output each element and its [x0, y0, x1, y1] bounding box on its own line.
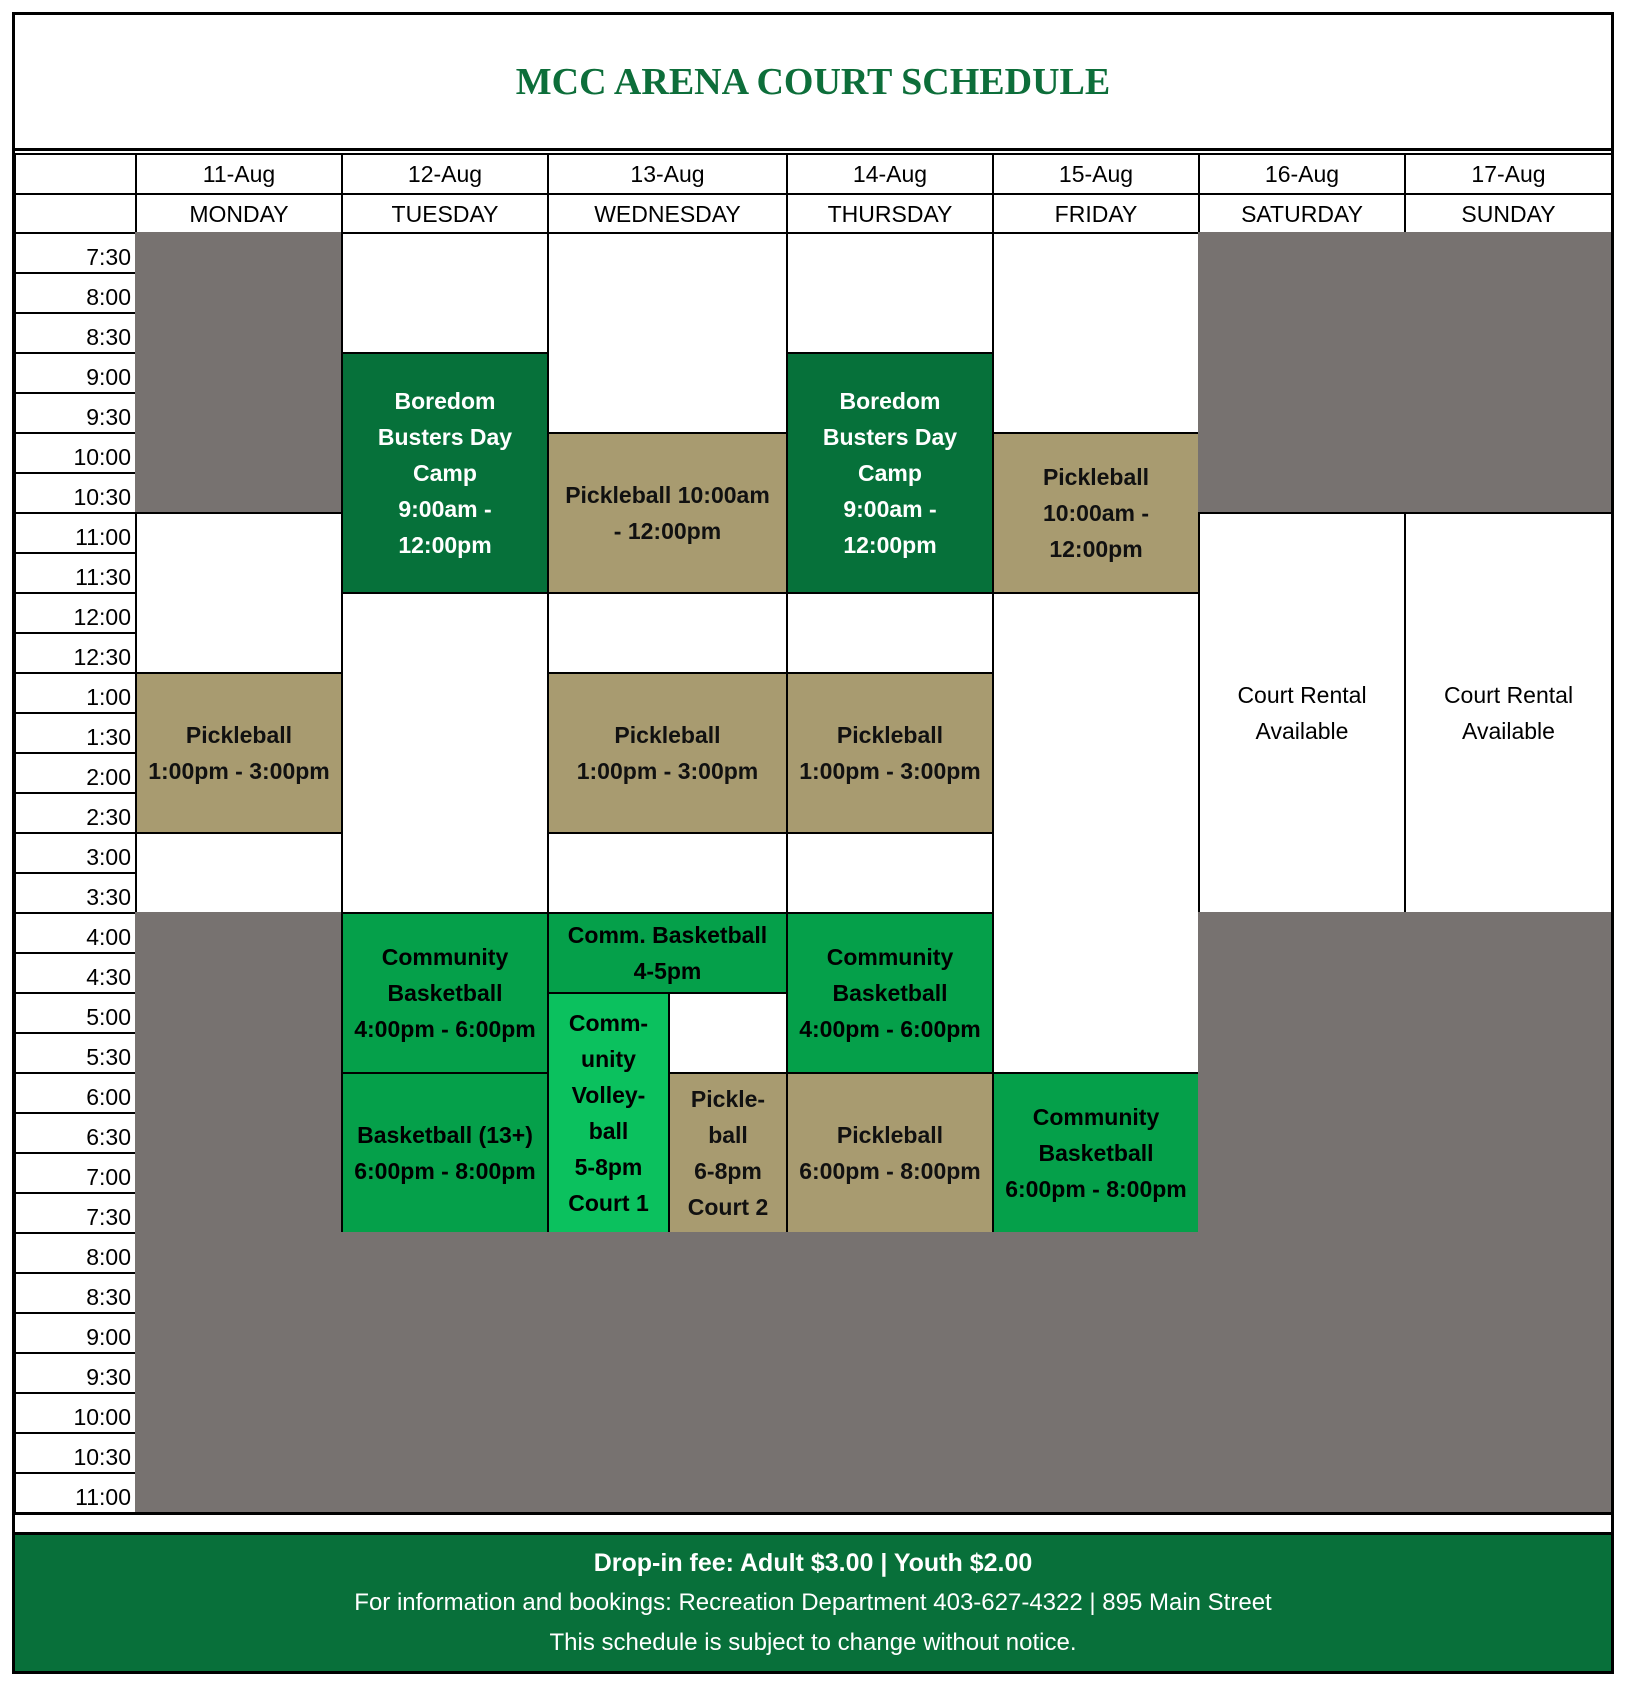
- time-slot-label: 3:00: [14, 832, 137, 874]
- event-block: [668, 1072, 788, 1234]
- event-block: [547, 992, 670, 1234]
- booking-info: For information and bookings: Recreation Department 403-627-4322 | 895 Main Street: [354, 1589, 1272, 1616]
- event-block: [135, 672, 343, 834]
- time-slot-label: 9:30: [14, 392, 137, 434]
- event-line: 12:00pm: [1049, 536, 1143, 562]
- event-text: [568, 1005, 649, 1221]
- open-slot: [992, 232, 1200, 434]
- event-line: Basketball: [1038, 1140, 1154, 1166]
- unavailable-block: [1404, 912, 1611, 1512]
- time-slot-label: 7:30: [14, 1192, 137, 1234]
- event-line: Community: [1032, 1104, 1160, 1130]
- event-line: Pickleball: [836, 722, 944, 748]
- event-line: Pickle-: [690, 1086, 766, 1112]
- time-slot-label: 1:30: [14, 712, 137, 754]
- event-line: 1:00pm - 3:00pm: [148, 758, 330, 784]
- time-slot-label: 8:30: [14, 312, 137, 354]
- event-line: Court Rental: [1443, 682, 1574, 708]
- time-slot-label: 10:00: [14, 432, 137, 474]
- event-text: [1005, 1099, 1187, 1207]
- event-line: Busters Day: [377, 424, 513, 450]
- time-slot-label: 9:00: [14, 352, 137, 394]
- grid-bottom-border: [12, 1512, 1614, 1515]
- event-line: 9:00am -: [843, 496, 937, 522]
- event-line: 9:00am -: [398, 496, 492, 522]
- event-text: [688, 1081, 769, 1225]
- day-date-header: 12-Aug: [341, 153, 549, 195]
- open-slot: [547, 232, 788, 434]
- event-block: [341, 352, 549, 594]
- event-line: ball: [708, 1122, 748, 1148]
- day-name-header: WEDNESDAY: [547, 193, 788, 235]
- event-line: 10:00am -: [1042, 500, 1150, 526]
- header-corner-date: [14, 153, 137, 195]
- event-line: 6:00pm - 8:00pm: [1005, 1176, 1187, 1202]
- day-date-header: 15-Aug: [992, 153, 1200, 195]
- page-title: MCC ARENA COURT SCHEDULE: [515, 60, 1111, 103]
- time-slot-label: 1:00: [14, 672, 137, 714]
- time-slot-label: 5:30: [14, 1032, 137, 1074]
- time-slot-label: 12:30: [14, 632, 137, 674]
- time-slot-label: 7:30: [14, 232, 137, 274]
- event-line: Court Rental: [1237, 682, 1367, 708]
- event-line: Pickleball 10:00am: [565, 482, 770, 508]
- open-slot: [135, 832, 343, 914]
- time-slot-label: 2:30: [14, 792, 137, 834]
- event-line: 1:00pm - 3:00pm: [576, 758, 759, 784]
- event-line: Comm-: [568, 1010, 649, 1036]
- event-line: Busters Day: [822, 424, 958, 450]
- open-slot: [786, 592, 994, 674]
- open-slot: [547, 592, 788, 674]
- event-line: 6-8pm: [694, 1158, 762, 1184]
- event-text: [1043, 459, 1149, 567]
- day-name-header: SATURDAY: [1198, 193, 1406, 235]
- event-block: [992, 1072, 1200, 1234]
- time-slot-label: 10:00: [14, 1392, 137, 1434]
- court-rental-block: [1198, 512, 1406, 914]
- event-line: Community: [381, 944, 509, 970]
- open-slot: [786, 832, 994, 914]
- event-text: [148, 717, 330, 789]
- event-text: [354, 939, 536, 1047]
- event-line: 1:00pm - 3:00pm: [799, 758, 981, 784]
- event-text: [1237, 677, 1366, 749]
- event-line: 5-8pm: [574, 1154, 643, 1180]
- event-line: Camp: [413, 460, 477, 486]
- event-line: Pickleball: [614, 722, 721, 748]
- time-slot-label: 7:00: [14, 1152, 137, 1194]
- time-slot-label: 9:30: [14, 1352, 137, 1394]
- event-text: [577, 717, 759, 789]
- day-date-header: 11-Aug: [135, 153, 343, 195]
- event-block: [547, 432, 788, 594]
- event-line: Basketball: [387, 980, 503, 1006]
- open-slot: [547, 832, 788, 914]
- day-date-header: 17-Aug: [1404, 153, 1613, 195]
- event-line: 4:00pm - 6:00pm: [799, 1016, 981, 1042]
- time-slot-label: 6:00: [14, 1072, 137, 1114]
- event-line: 6:00pm - 8:00pm: [799, 1158, 981, 1184]
- event-text: [823, 383, 957, 563]
- time-slot-label: 4:30: [14, 952, 137, 994]
- day-date-header: 13-Aug: [547, 153, 788, 195]
- event-line: Boredom: [839, 388, 941, 414]
- change-notice: This schedule is subject to change without notice.: [549, 1629, 1077, 1656]
- event-text: [799, 939, 981, 1047]
- unavailable-block: [992, 1232, 1198, 1512]
- event-line: Court 1: [568, 1190, 649, 1216]
- event-line: Pickleball: [185, 722, 293, 748]
- event-line: Basketball: [832, 980, 948, 1006]
- event-block: [786, 352, 994, 594]
- event-text: [568, 917, 767, 989]
- time-slot-label: 4:00: [14, 912, 137, 954]
- unavailable-block: [1198, 232, 1404, 512]
- event-text: [799, 717, 981, 789]
- event-line: 6:00pm - 8:00pm: [354, 1158, 536, 1184]
- open-slot: [786, 232, 994, 354]
- court-rental-block: [1404, 512, 1613, 914]
- event-line: Available: [1255, 718, 1349, 744]
- time-slot-label: 11:30: [14, 552, 137, 594]
- footer-banner: [15, 1535, 1611, 1671]
- event-line: 4-5pm: [633, 958, 702, 984]
- event-block: [786, 1072, 994, 1234]
- open-slot: [341, 232, 549, 354]
- event-block: [786, 912, 994, 1074]
- day-date-header: 14-Aug: [786, 153, 994, 195]
- time-slot-label: 10:30: [14, 1432, 137, 1474]
- event-text: [1444, 677, 1573, 749]
- event-line: Basketball (13+): [357, 1122, 533, 1148]
- event-line: unity: [581, 1046, 636, 1072]
- day-name-header: MONDAY: [135, 193, 343, 235]
- event-line: Pickleball: [836, 1122, 944, 1148]
- open-slot: [341, 592, 549, 914]
- time-slot-label: 6:30: [14, 1112, 137, 1154]
- event-line: Pickleball: [1042, 464, 1150, 490]
- event-line: 4:00pm - 6:00pm: [354, 1016, 536, 1042]
- event-text: [378, 383, 512, 563]
- time-slot-label: 2:00: [14, 752, 137, 794]
- title-divider: [12, 148, 1614, 151]
- unavailable-block: [135, 232, 341, 512]
- time-slot-label: 10:30: [14, 472, 137, 514]
- drop-in-fee: Drop-in fee: Adult $3.00 | Youth $2.00: [593, 1549, 1033, 1577]
- event-line: Volley-: [571, 1082, 646, 1108]
- event-block: [992, 432, 1200, 594]
- event-line: Camp: [858, 460, 922, 486]
- time-slot-label: 11:00: [14, 512, 137, 554]
- day-name-header: TUESDAY: [341, 193, 549, 235]
- event-block: [341, 912, 549, 1074]
- event-block: [547, 912, 788, 994]
- event-block: [547, 672, 788, 834]
- event-line: Comm. Basketball: [567, 922, 768, 948]
- unavailable-block: [341, 1232, 547, 1512]
- event-line: 12:00pm: [843, 532, 937, 558]
- event-text: [799, 1117, 981, 1189]
- unavailable-block: [1198, 912, 1404, 1512]
- time-slot-label: 3:30: [14, 872, 137, 914]
- time-slot-label: 5:00: [14, 992, 137, 1034]
- open-slot: [992, 592, 1200, 1074]
- day-name-header: FRIDAY: [992, 193, 1200, 235]
- open-slot: [135, 512, 343, 674]
- event-line: - 12:00pm: [613, 518, 722, 544]
- unavailable-block: [1404, 232, 1611, 512]
- time-slot-label: 8:30: [14, 1272, 137, 1314]
- time-slot-label: 12:00: [14, 592, 137, 634]
- time-slot-label: 11:00: [14, 1472, 137, 1514]
- time-slot-label: 8:00: [14, 1232, 137, 1274]
- header-corner-day: [14, 193, 137, 235]
- day-name-header: THURSDAY: [786, 193, 994, 235]
- unavailable-block: [786, 1232, 992, 1512]
- unavailable-block: [547, 1232, 786, 1512]
- event-line: Boredom: [394, 388, 496, 414]
- open-slot: [668, 992, 788, 1074]
- event-block: [341, 1072, 549, 1234]
- day-date-header: 16-Aug: [1198, 153, 1406, 195]
- event-line: Court 2: [687, 1194, 769, 1220]
- event-line: 12:00pm: [398, 532, 492, 558]
- event-block: [786, 672, 994, 834]
- day-name-header: SUNDAY: [1404, 193, 1613, 235]
- event-line: ball: [588, 1118, 629, 1144]
- event-text: [565, 477, 770, 549]
- time-slot-label: 9:00: [14, 1312, 137, 1354]
- unavailable-block: [135, 912, 341, 1512]
- event-line: Available: [1462, 718, 1555, 744]
- event-line: Community: [826, 944, 954, 970]
- event-text: [354, 1117, 536, 1189]
- time-slot-label: 8:00: [14, 272, 137, 314]
